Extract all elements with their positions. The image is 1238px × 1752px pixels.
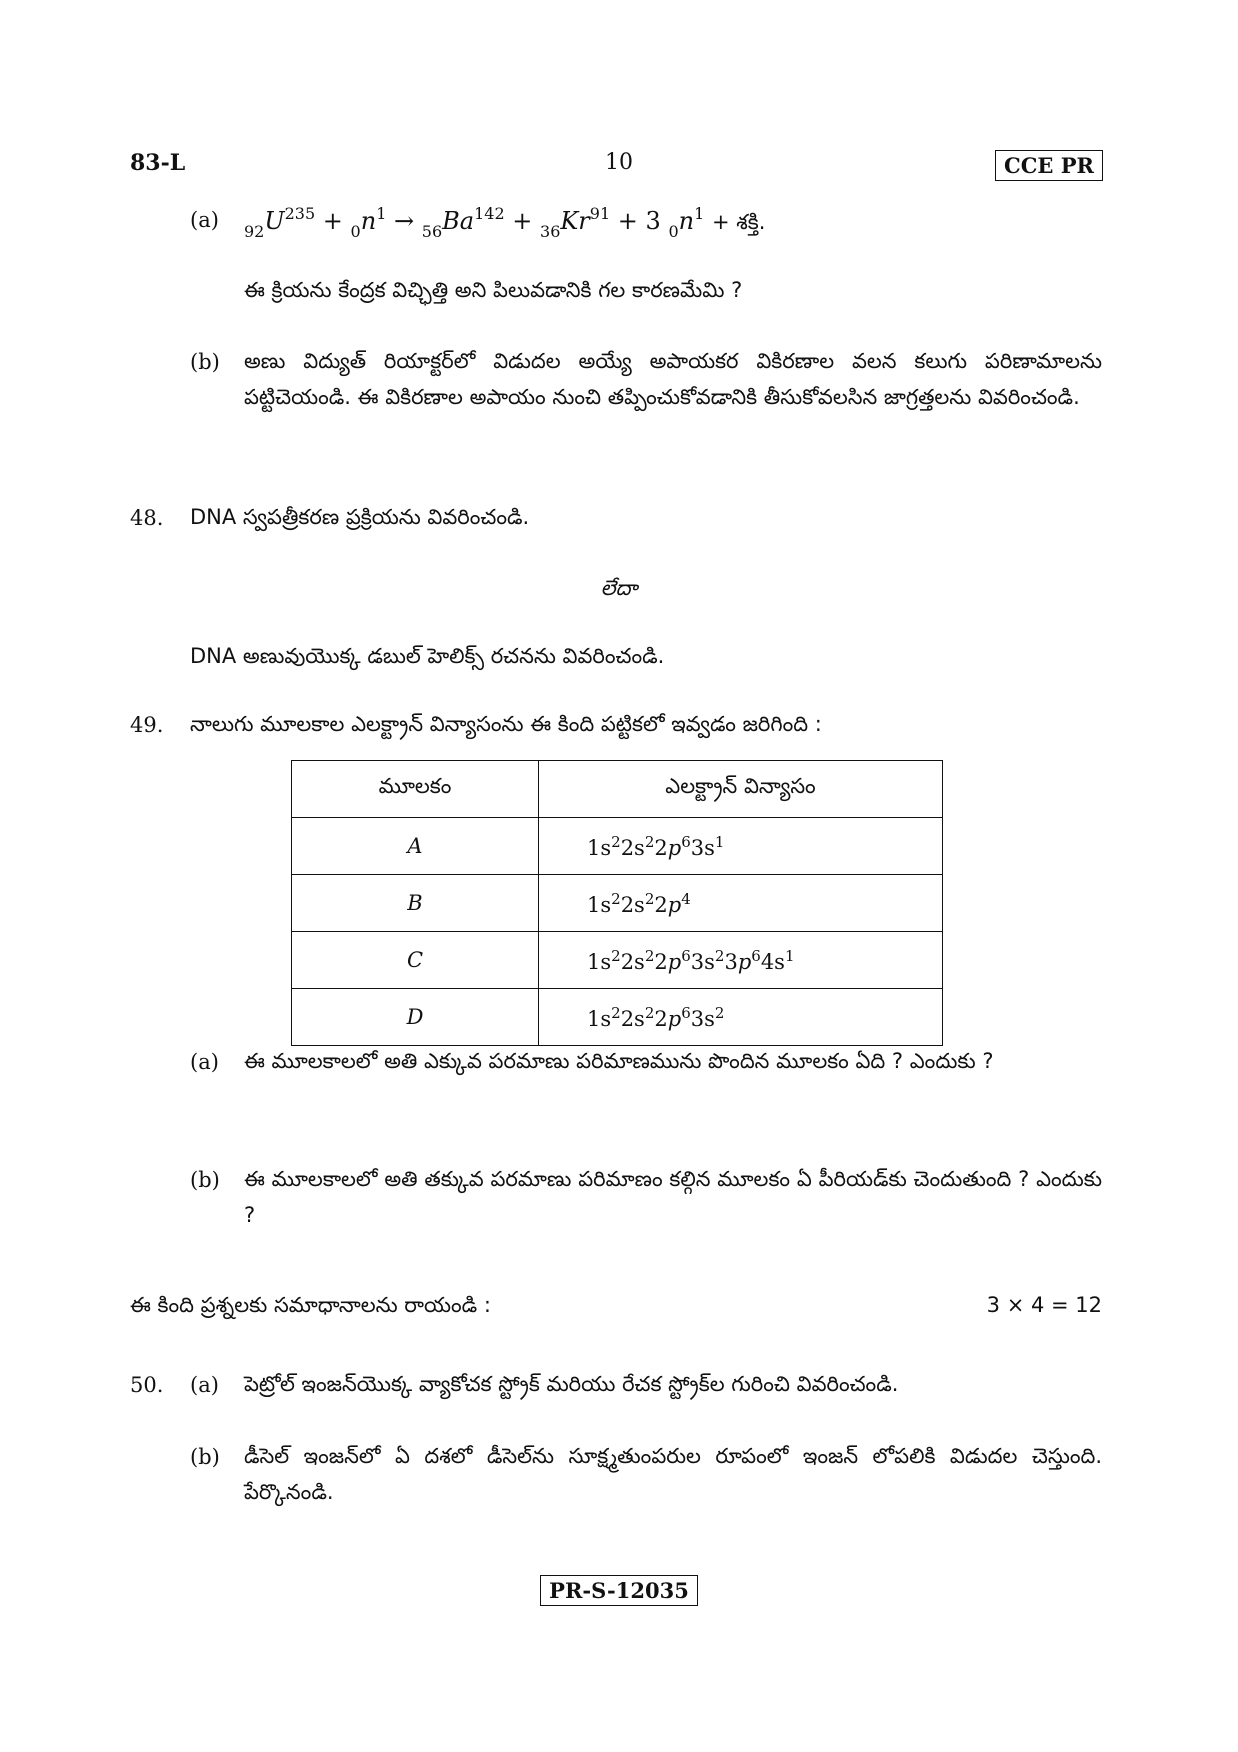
paper-code: 83-L: [130, 150, 186, 176]
q47-a-label: (a): [190, 208, 219, 232]
element-cell: B: [292, 875, 539, 932]
q50-a-text: పెట్రోల్ ఇంజన్‌యొక్క వ్యాకోచక స్ట్రోక్ మరియు రేచక స్ట్రోక్‌ల గురించి వివరించండి.: [244, 1372, 899, 1396]
q49-number: 49.: [130, 713, 164, 737]
series-box: CCE PR: [995, 150, 1103, 181]
section-marks: 3 × 4 = 12: [986, 1293, 1102, 1317]
table-header-row: [292, 761, 943, 818]
q50-b-text: డీసెల్ ఇంజన్‌లో ఏ దశలో డీసెల్‌ను సూక్ష్మతుంపరుల రూపంలో ఇంజన్ లోపలికి విడుదల చెస్తుంది. పేర్కొనండి.: [244, 1444, 1102, 1504]
electron-config-table: [291, 760, 943, 1046]
col-config-header: ఎలక్ట్రాన్ విన్యాసం: [539, 761, 943, 818]
config-cell: $1s^22s^22p^63s^23p^64s^1$: [539, 932, 943, 989]
q49-intro: నాలుగు మూలకాల ఎలక్ట్రాన్ విన్యాసంను ఈ కింది పట్టికలో ఇవ్వడం జరిగింది :: [190, 712, 822, 736]
q49-a-text: ఈ మూలకాలలో అతి ఎక్కువ పరమాణు పరిమాణమును పొందిన మూలకం ఏది ? ఎందుకు ?: [244, 1049, 994, 1073]
element-cell: A: [292, 818, 539, 875]
config-cell: $1s^22s^22p^4$: [539, 875, 943, 932]
q49-b-text: ఈ మూలకాలలో అతి తక్కువ పరమాణు పరిమాణం కల్గిన మూలకం ఏ పీరియడ్‌కు చెందుతుంది ? ఎందుకు ?: [244, 1167, 1102, 1227]
table-row: [292, 989, 943, 1046]
col-element-header: మూలకం: [292, 761, 539, 818]
q47-b-label: (b): [190, 350, 220, 374]
q47-b-text: అణు విద్యుత్ రియాక్టర్‌లో విడుదల అయ్యే అపాయకర వికిరణాల వలన కలుగు పరిణామాలను పట్టిచెయండి. ఈ వికిరణాల అపాయం నుంచి తప్పించుకోవడానికి తీసుకోవలసిన జాగ్రత్తలను వివరించండి.: [244, 349, 1102, 409]
table-row: [292, 932, 943, 989]
fission-equation: $_{92}U^{235} + _0n^1 \to _{56}Ba^{142} + _{36}Kr^{91} + 3$ $_0n^1$ + శక్తి.: [244, 204, 766, 241]
q50-a-label: (a): [190, 1373, 219, 1397]
element-cell: C: [292, 932, 539, 989]
q47-a-question: ఈ క్రియను కేంద్రక విచ్ఛిత్తి అని పిలువడానికి గల కారణమేమి ?: [244, 278, 743, 302]
q50-b-label: (b): [190, 1445, 220, 1469]
q48-number: 48.: [130, 506, 164, 530]
footer: [0, 1578, 1238, 1603]
q48-alt-text: DNA అణువుయొక్క డబుల్ హెలిక్స్ రచనను వివరించండి.: [190, 644, 665, 668]
q49-b-label: (b): [190, 1168, 220, 1192]
or-separator: లేదా: [600, 576, 638, 600]
table-row: [292, 818, 943, 875]
element-cell: D: [292, 989, 539, 1046]
table-row: [292, 875, 943, 932]
section-instruction: ఈ కింది ప్రశ్నలకు సమాధానాలను రాయండి :: [130, 1293, 491, 1317]
q50-number: 50.: [130, 1373, 164, 1397]
config-cell: $1s^22s^22p^63s^1$: [539, 818, 943, 875]
q49-a-label: (a): [190, 1050, 219, 1074]
page-number: 10: [605, 150, 633, 175]
footer-code: PR-S-12035: [540, 1575, 698, 1606]
config-cell: $1s^22s^22p^63s^2$: [539, 989, 943, 1046]
q48-text: DNA స్వపత్రీకరణ ప్రక్రియను వివరించండి.: [190, 505, 530, 529]
